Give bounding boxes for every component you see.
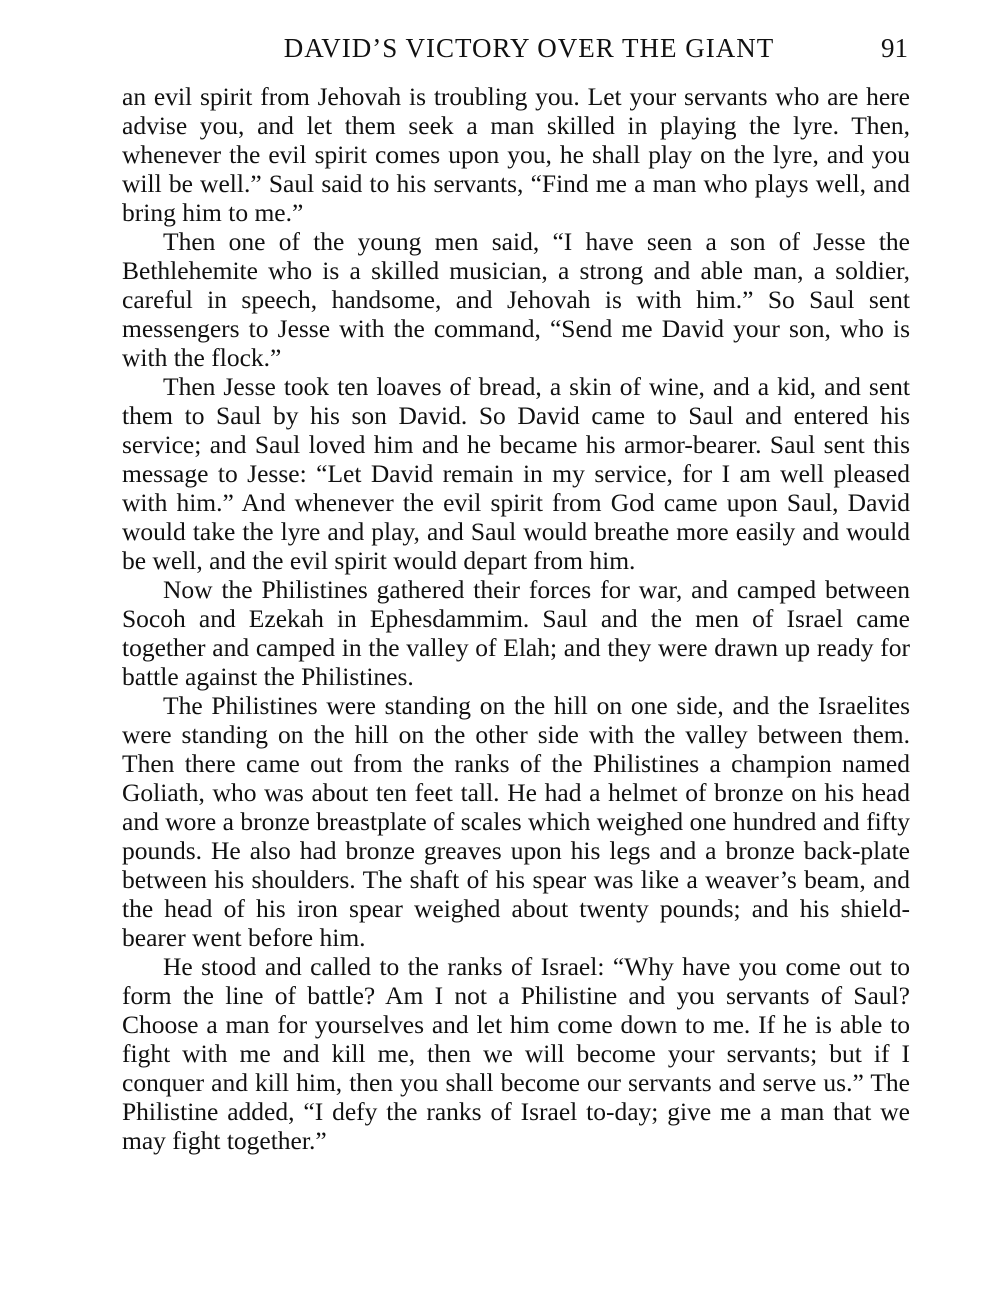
paragraph: Now the Philistines gathered their forces for war, and camped between Socoh and Ezekah in Ephesdammim. Saul and the men of Israel came together and camped in the valley of Elah; and they were drawn up ready for battle against the Philistines. [122,575,910,691]
running-title: DAVID’S VICTORY OVER THE GIANT [283,33,775,63]
running-head [122,28,908,68]
page-number: 91 [881,33,908,63]
paragraph: Then Jesse took ten loaves of bread, a skin of wine, and a kid, and sent them to Saul by his son David. So David came to Saul and entered his service; and Saul loved him and he became his armor-bearer. Saul sent this message to Jesse: “Let David remain in my service, for I am well pleased with him.” And whenever the evil spirit from God came upon Saul, David would take the lyre and play, and Saul would breathe more easily and would be well, and the evil spirit would depart from him. [122,372,910,575]
paragraph: The Philistines were standing on the hill on one side, and the Israelites were standing on the hill on the other side with the valley between them. Then there came out from the ranks of the Philistines a champion named Goliath, who was about ten feet tall. He had a helmet of bronze on his head and wore a bronze breastplate of scales which weighed one hundred and fifty pounds. He also had bronze greaves upon his legs and a bronze back-plate between his shoulders. The shaft of his spear was like a weaver’s beam, and the head of his iron spear weighed about twenty pounds; and his shield-bearer went before him. [122,691,910,952]
paragraph: Then one of the young men said, “I have seen a son of Jesse the Bethlehemite who is a skilled musician, a strong and able man, a soldier, careful in speech, handsome, and Jehovah is with him.” So Saul sent messengers to Jesse with the command, “Send me David your son, who is with the flock.” [122,227,910,372]
body-text [122,82,910,1155]
paragraph: He stood and called to the ranks of Israel: “Why have you come out to form the line of battle? Am I not a Philistine and you servants of Saul? Choose a man for yourselves and let him come down to me. If he is able to fight with me and kill me, then we will become your servants; but if I conquer and kill him, then you shall become our servants and serve us.” The Philistine added, “I defy the ranks of Israel to-day; give me a man that we may fight together.” [122,952,910,1155]
paragraph: an evil spirit from Jehovah is troubling you. Let your servants who are here advise you, and let them seek a man skilled in playing the lyre. Then, whenever the evil spirit comes upon you, he shall play on the lyre, and you will be well.” Saul said to his servants, “Find me a man who plays well, and bring him to me.” [122,82,910,227]
